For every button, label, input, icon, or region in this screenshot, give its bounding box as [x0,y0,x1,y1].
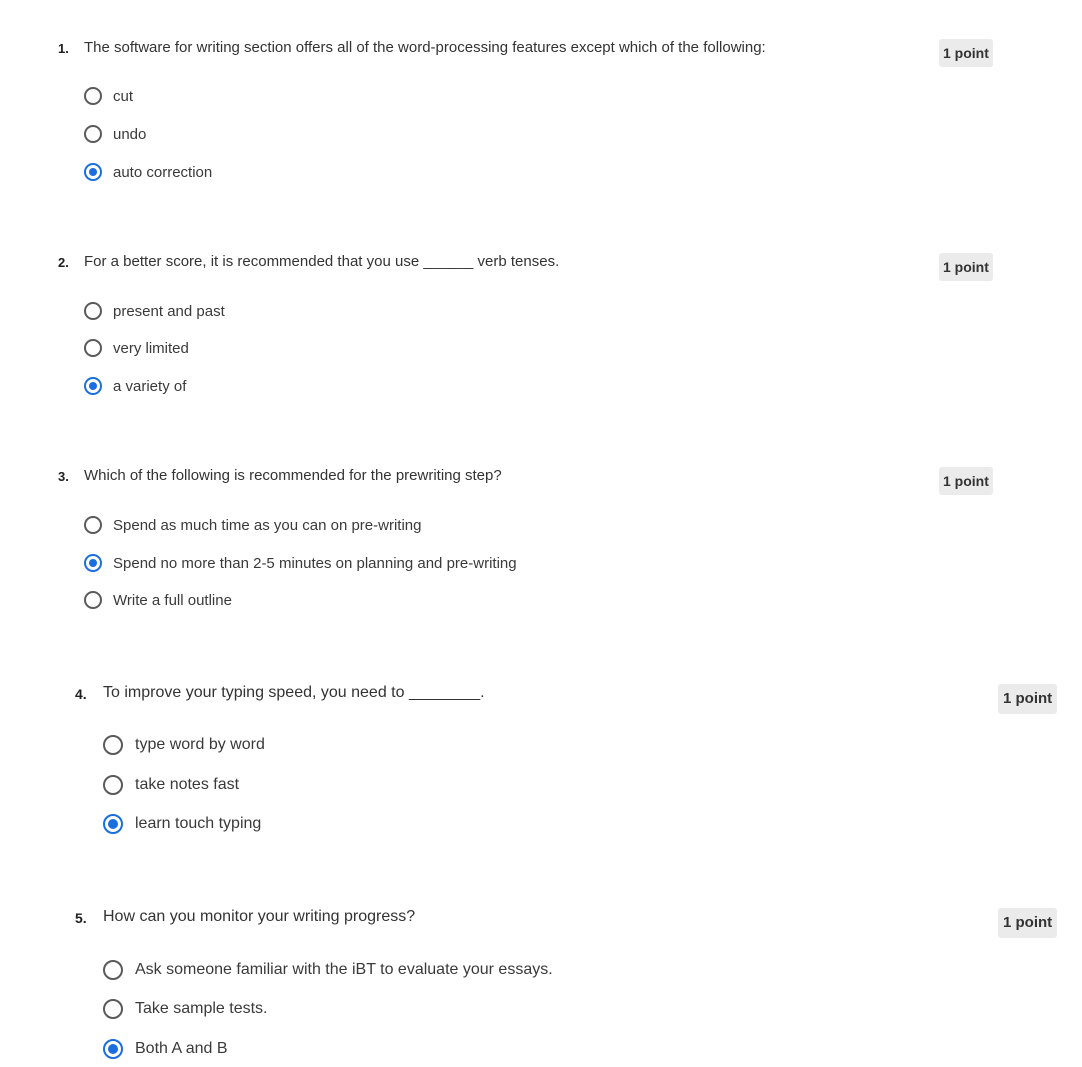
option-label: Write a full outline [113,591,232,609]
option-ask-someone-familiar[interactable] [103,960,553,980]
option-label: auto correction [113,163,213,181]
option-take-sample-tests[interactable] [103,999,268,1019]
question-text: How can you monitor your writing progress? [103,908,416,925]
question-number: 3. [58,469,69,484]
question-1 [58,39,1018,181]
question-5 [75,908,1075,1057]
points-badge: 1 point [939,39,993,67]
option-label: type word by word [135,736,265,753]
radio-button-selected[interactable] [84,163,102,181]
points-badge: 1 point [998,908,1057,938]
option-spend-as-much-time[interactable] [84,516,422,534]
option-label: cut [113,87,134,105]
radio-button[interactable] [103,735,123,755]
option-label: learn touch typing [135,815,262,832]
points-badge: 1 point [939,253,993,281]
radio-button-selected[interactable] [103,1039,123,1059]
option-both-a-and-b[interactable] [103,1039,228,1059]
points-badge: 1 point [939,467,993,495]
option-write-full-outline[interactable] [84,591,232,609]
option-learn-touch-typing[interactable] [103,814,261,834]
radio-button[interactable] [84,125,102,143]
option-label: very limited [113,339,189,357]
option-spend-no-more-than[interactable] [84,554,517,572]
question-text: To improve your typing speed, you need to ________. [103,684,485,701]
radio-button[interactable] [84,339,102,357]
option-label: Spend no more than 2-5 minutes on planning and pre-writing [113,554,517,572]
radio-button-selected[interactable] [84,554,102,572]
question-number: 2. [58,255,69,270]
option-label: Spend as much time as you can on pre-writing [113,516,422,534]
option-auto-correction[interactable] [84,163,212,181]
option-undo[interactable] [84,125,146,143]
option-label: undo [113,125,147,143]
option-very-limited[interactable] [84,339,189,357]
option-label: a variety of [113,377,187,395]
points-badge: 1 point [998,684,1057,714]
question-text: For a better score, it is recommended that you use ______ verb tenses. [84,253,560,270]
option-cut[interactable] [84,87,133,105]
question-4 [75,684,1075,832]
radio-button[interactable] [84,516,102,534]
radio-button[interactable] [84,87,102,105]
question-3 [58,467,1018,609]
radio-button[interactable] [103,960,123,980]
radio-button[interactable] [84,591,102,609]
question-header [58,39,1018,63]
radio-button-selected[interactable] [103,814,123,834]
option-take-notes-fast[interactable] [103,775,239,795]
radio-button-selected[interactable] [84,377,102,395]
question-header [58,467,1018,491]
option-label: Take sample tests. [135,1000,268,1017]
option-label: Ask someone familiar with the iBT to evaluate your essays. [135,961,553,978]
option-present-and-past[interactable] [84,302,225,320]
option-a-variety-of[interactable] [84,377,186,395]
question-text: The software for writing section offers all of the word-processing features except which of the following: [84,39,766,56]
option-label: present and past [113,302,225,320]
question-header [75,684,1075,708]
question-text: Which of the following is recommended for the prewriting step? [84,467,502,484]
question-header [75,908,1075,932]
question-header [58,253,1018,277]
question-number: 5. [75,910,87,926]
option-type-word-by-word[interactable] [103,735,265,755]
radio-button[interactable] [84,302,102,320]
option-label: take notes fast [135,776,240,793]
question-number: 1. [58,41,69,56]
question-number: 4. [75,686,87,702]
radio-button[interactable] [103,775,123,795]
option-label: Both A and B [135,1040,228,1057]
question-2 [58,253,1018,395]
radio-button[interactable] [103,999,123,1019]
